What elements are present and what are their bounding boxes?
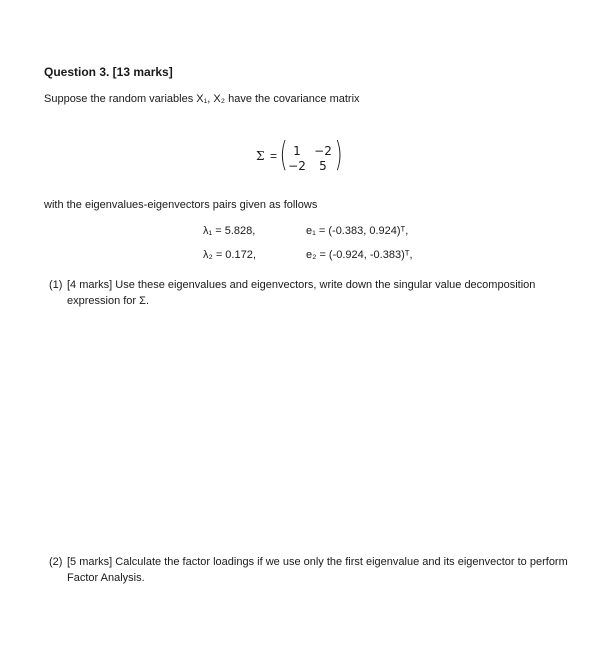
question-title: Question 3. [13 marks] bbox=[44, 65, 173, 79]
eigenvalue-2: λ₂ = 0.172, bbox=[203, 249, 256, 261]
part-2-text: [5 marks] Calculate the factor loadings if we use only the first eigenvalue and its eigenvector to perform Factor Analysis. bbox=[67, 556, 568, 584]
covariance-matrix bbox=[256, 135, 366, 176]
part-1-text: [4 marks] Use these eigenvalues and eigenvectors, write down the singular value decomposition expression for Σ. bbox=[67, 279, 536, 307]
matrix-cell-1-2: −2 bbox=[314, 144, 332, 158]
left-parenthesis: ( bbox=[279, 135, 288, 175]
part-1-number: (1) bbox=[49, 279, 63, 291]
equals-sign: = bbox=[270, 149, 278, 163]
part-2-number: (2) bbox=[49, 556, 63, 568]
matrix-cell-1-1: 1 bbox=[293, 144, 301, 158]
eigenvector-1: e₁ = (-0.383, 0.924)ᵀ, bbox=[306, 225, 409, 237]
right-parenthesis: ) bbox=[334, 135, 343, 175]
question-intro: Suppose the random variables X₁, X₂ have the covariance matrix bbox=[44, 93, 360, 105]
matrix-cell-2-2: 5 bbox=[319, 159, 327, 173]
eigenvector-2: e₂ = (-0.924, -0.383)ᵀ, bbox=[306, 249, 413, 261]
sigma-symbol: Σ bbox=[256, 149, 265, 163]
eigen-intro: with the eigenvalues-eigenvectors pairs given as follows bbox=[44, 199, 318, 211]
eigenvalue-1: λ₁ = 5.828, bbox=[203, 225, 256, 237]
matrix-cell-2-1: −2 bbox=[288, 159, 306, 173]
